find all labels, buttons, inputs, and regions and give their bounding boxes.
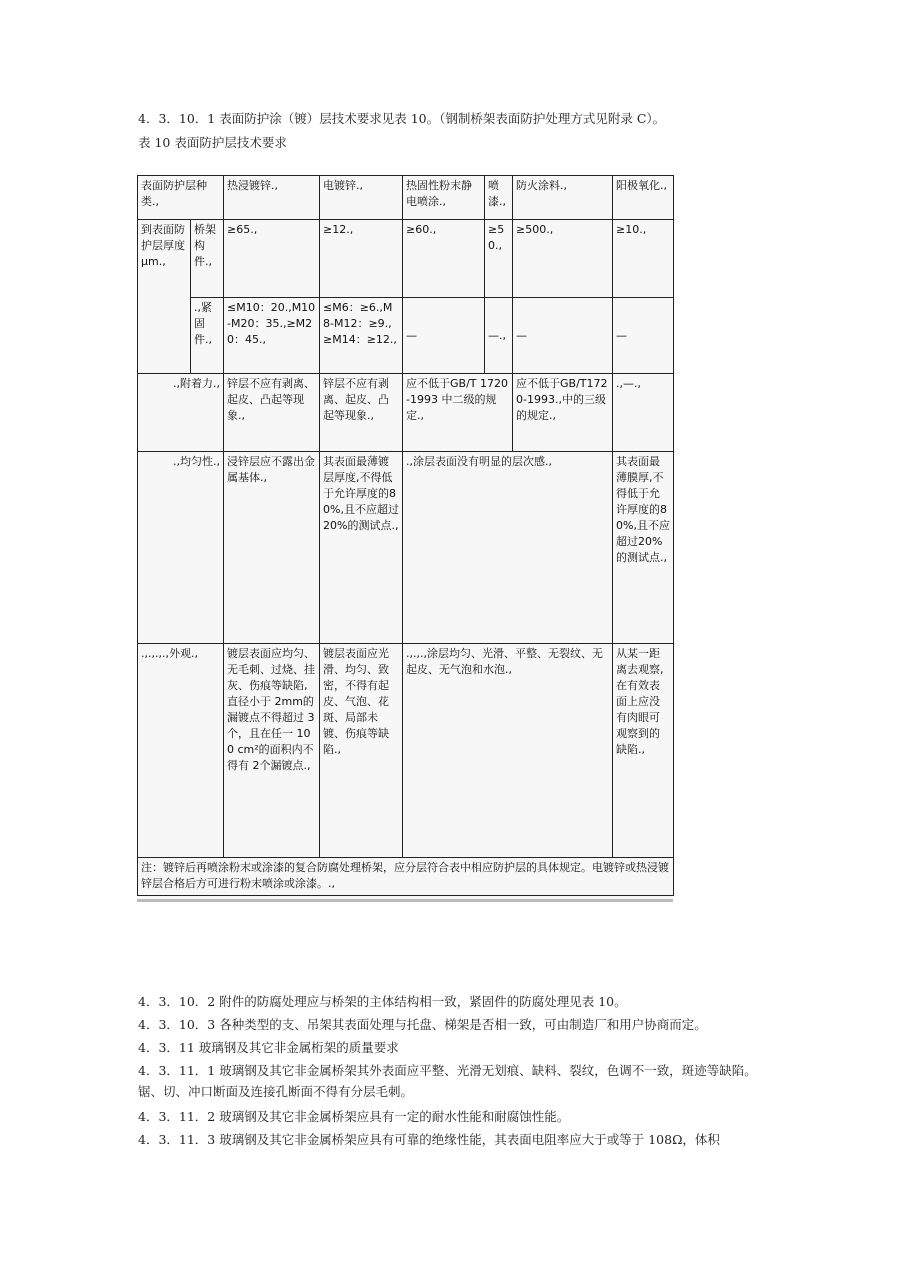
table-header-row [138, 176, 674, 220]
thickness-fastener-row [138, 298, 674, 374]
paragraph-4-3-10-2: 4．3．10．2 附件的防腐处理应与桥架的主体结构相一致，紧固件的防腐处理见表 10。 [138, 994, 627, 1009]
adhesion-electro: 锌层不应有剥离、起皮、凸起等现象., [320, 374, 403, 452]
note-row [138, 858, 674, 896]
uniformity-label: .,均匀性., [138, 452, 224, 644]
thickness-fastener-fire: — [513, 298, 613, 374]
header-anodize: 阳极氧化., [613, 176, 674, 220]
paragraph-4-3-11-2: 4．3．11．2 玻璃钢及其它非金属桥架应具有一定的耐水性能和耐腐蚀性能。 [138, 1109, 570, 1124]
appearance-coating: .,.,.,涂层均匀、光滑、平整、无裂纹、无起皮、无气泡和水泡., [403, 644, 613, 858]
spec-table [137, 175, 674, 896]
thickness-bridge-row [138, 220, 674, 298]
paragraph-4-3-10-3: 4．3．10．3 各种类型的支、吊架其表面处理与托盘、梯架是否相一致，可由制造厂和用户协商而定。 [138, 1017, 707, 1032]
thickness-label: 到表面防护层厚度μm., [138, 220, 191, 374]
header-fire: 防火涂料., [513, 176, 613, 220]
thickness-bridge-hot-dip: ≥65., [224, 220, 320, 298]
adhesion-powder-spray: 应不低于GB/T 1720-1993 中二级的规定., [403, 374, 513, 452]
thickness-fastener-spray: —., [485, 298, 513, 374]
uniformity-row [138, 452, 674, 644]
adhesion-label: .,附着力., [138, 374, 224, 452]
adhesion-row [138, 374, 674, 452]
thickness-bridge-powder: ≥60., [403, 220, 485, 298]
uniformity-anodize: 其表面最薄膜厚,不得低于允许厚度的80%,且不应超过20%的测试点., [613, 452, 674, 644]
thickness-fastener-electro: ≤M6：≥6.,M8-M12：≥9.,≥M14：≥12., [320, 298, 403, 374]
uniformity-hot-dip: 浸锌层应不露出金属基体., [224, 452, 320, 644]
thickness-fastener-hot-dip: ≤M10：20.,M10-M20：35.,≥M20：45., [224, 298, 320, 374]
thickness-bridge-anodize: ≥10., [613, 220, 674, 298]
thickness-sub-bridge: 桥架构件., [191, 220, 224, 298]
thickness-fastener-anodize: — [613, 298, 674, 374]
adhesion-hot-dip: 锌层不应有剥离、起皮、凸起等现象., [224, 374, 320, 452]
appearance-anodize: 从某一距离去观察,在有效表面上应没有肉眼可观察到的缺陷., [613, 644, 674, 858]
paragraph-4-3-11-3: 4．3．11．3 玻璃钢及其它非金属桥架应具有可靠的绝缘性能，其表面电阻率应大于或等于 108Ω，体积 [138, 1132, 720, 1147]
header-type: 表面防护层种类., [138, 176, 224, 220]
appearance-label: .,.,.,.,外观., [138, 644, 224, 858]
header-electro: 电镀锌., [320, 176, 403, 220]
header-hot-dip: 热浸镀锌., [224, 176, 320, 220]
header-spray: 喷漆., [485, 176, 513, 220]
intro-paragraph: 4．3．10．1 表面防护涂（镀）层技术要求见表 10。（钢制桥架表面防护处理方式见附录 C）。 [138, 111, 666, 126]
header-powder: 热固性粉末静电喷涂., [403, 176, 485, 220]
table-caption: 表 10 表面防护层技术要求 [138, 135, 287, 150]
thickness-fastener-powder: — [403, 298, 485, 374]
thickness-bridge-fire: ≥500., [513, 220, 613, 298]
thickness-bridge-electro: ≥12., [320, 220, 403, 298]
adhesion-fire: 应不低于GB/T1720-1993.,中的三级的规定., [513, 374, 613, 452]
thickness-sub-fastener: .,紧固件., [191, 298, 224, 374]
adhesion-anodize: .,—., [613, 374, 674, 452]
uniformity-electro: 其表面最薄镀层厚度,不得低于允许厚度的80%,且不应超过 20%的测试点., [320, 452, 403, 644]
appearance-hot-dip: 镀层表面应均匀、无毛刺、过烧、挂灰、伤痕等缺陷,直径小于 2mm的漏镀点不得超过 3个，且在任一 100 cm²的面积内不得有 2个漏镀点., [224, 644, 320, 858]
appearance-row [138, 644, 674, 858]
appearance-electro: 镀层表面应光滑、均匀、致密，不得有起皮、气泡、花斑、局部未镀、伤痕等缺陷., [320, 644, 403, 858]
heading-4-3-11: 4．3．11 玻璃钢及其它非金属桁架的质量要求 [138, 1040, 399, 1055]
paragraph-4-3-11-1: 4．3．11．1 玻璃钢及其它非金属桥架其外表面应平整、光滑无划痕、缺料、裂纹，色调不一致，斑迹等缺陷。锯、切、冲口断面及连接孔断面不得有分层毛刺。 [138, 1063, 757, 1099]
thickness-bridge-spray: ≥50., [485, 220, 513, 298]
uniformity-coating: .,涂层表面没有明显的层次感., [403, 452, 613, 644]
table-image [137, 175, 673, 902]
table-note: 注：镀锌后再喷涂粉末或涂漆的复合防腐处理桥架，应分层符合表中相应防护层的具体规定。电镀锌或热浸镀锌层合格后方可进行粉末喷涂或涂漆。., [138, 858, 674, 896]
